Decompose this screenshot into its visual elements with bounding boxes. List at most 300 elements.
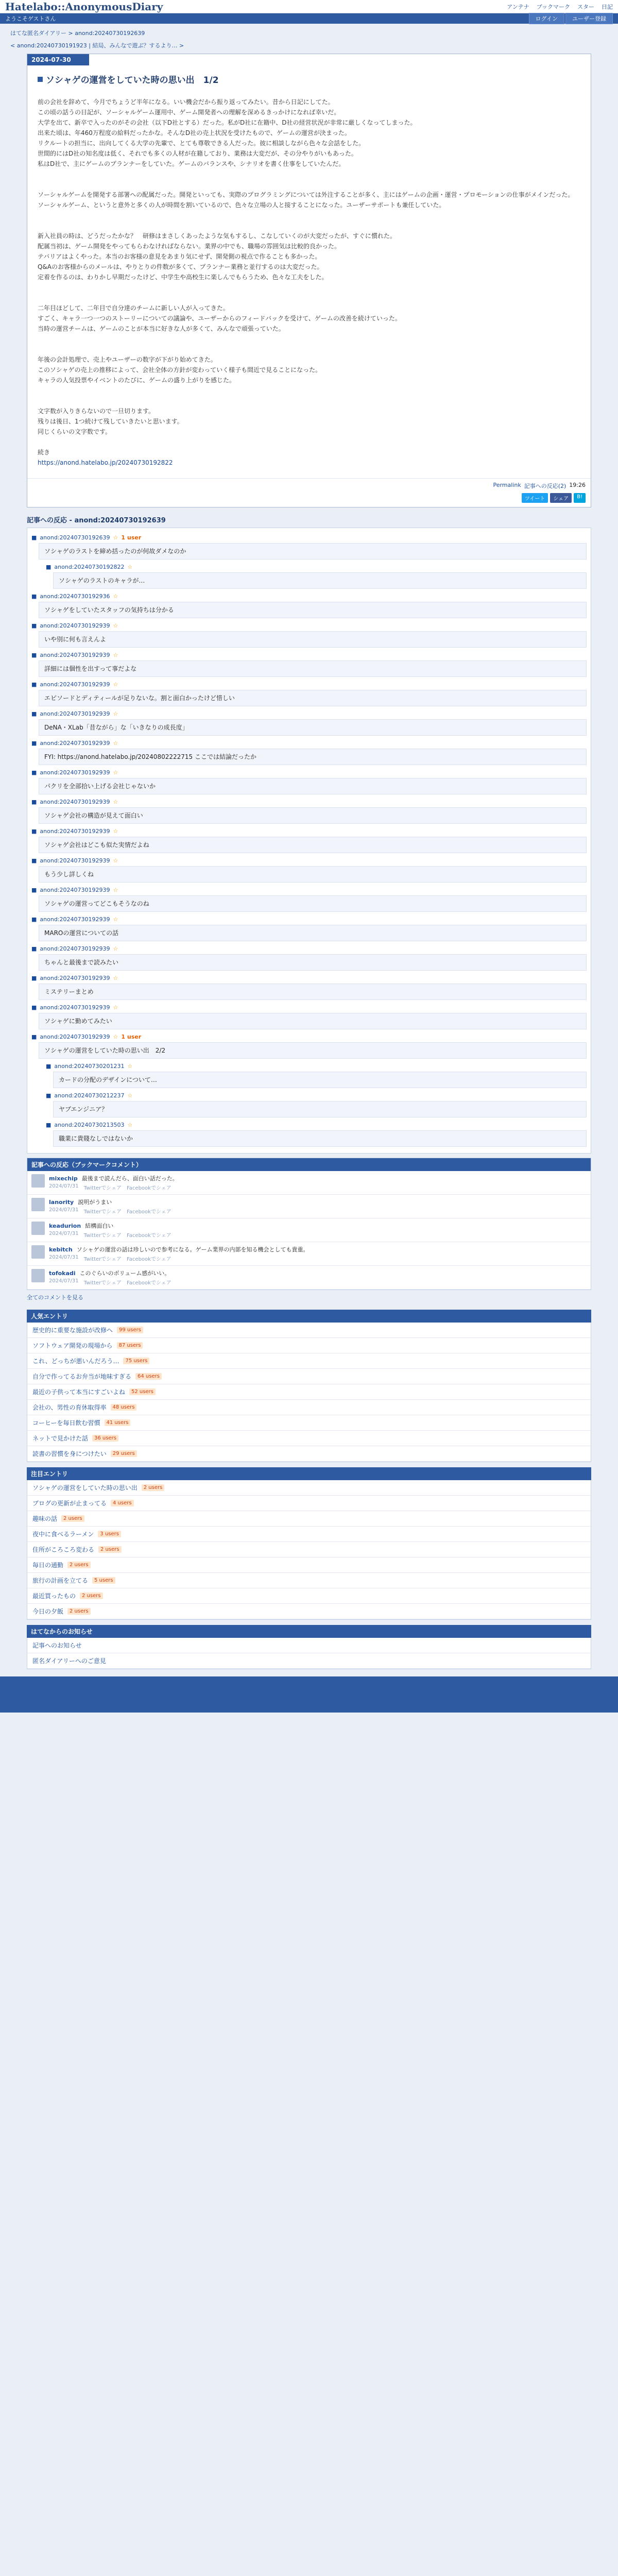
hot-entry-title[interactable]: これ、どっちが悪いんだろう… bbox=[32, 1358, 119, 1365]
response-item bbox=[31, 592, 587, 618]
add-star-icon[interactable]: ☆ bbox=[113, 534, 118, 541]
paragraph-line: 当時の運営チームは、ゲームのことが本当に好きな人が多くて、みんなで頑張っていた。 bbox=[38, 325, 285, 332]
paragraph-line: 出来た頃は、年460万程度の給料だったかな。そんなD社の売上状況を受けたもので、ゲームの運営が決まった。 bbox=[38, 129, 351, 137]
add-star-icon[interactable]: ☆ bbox=[113, 887, 118, 893]
bookmark-row bbox=[27, 1171, 591, 1195]
nav-antenna[interactable]: アンテナ bbox=[507, 3, 529, 10]
response-item bbox=[31, 856, 587, 883]
paragraph-line: 前の会社を辞めて、今月でちょうど半年になる。いい機会だから振り返ってみたい。昔から日記にしてた。 bbox=[38, 98, 334, 106]
entry-nav bbox=[0, 38, 618, 54]
response-item bbox=[31, 709, 587, 736]
nav-bookmark[interactable]: ブックマーク bbox=[536, 3, 570, 10]
response-body: 職業に貴賤なしではないか bbox=[53, 1130, 587, 1147]
diary-date: 2024-07-30 bbox=[27, 54, 89, 65]
notable-entry-item[interactable] bbox=[27, 1573, 591, 1588]
bookmark-content bbox=[49, 1174, 178, 1191]
response-body: ソシャゲ会社はどこも似た実情だよね bbox=[39, 837, 587, 853]
add-star-icon[interactable]: ☆ bbox=[113, 828, 118, 835]
notable-entry-item[interactable] bbox=[27, 1496, 591, 1511]
response-meta bbox=[46, 1091, 587, 1100]
main-column bbox=[27, 54, 591, 1669]
response-item bbox=[31, 1003, 587, 1029]
welcome-text: ようこそゲストさん bbox=[5, 15, 56, 22]
bookmark-row bbox=[27, 1218, 591, 1242]
bookmark-share-link[interactable]: Facebookでシェア bbox=[126, 1257, 171, 1262]
response-bullet-icon: ■ bbox=[46, 1122, 52, 1128]
bookmark-date: 2024/07/31 bbox=[49, 1231, 79, 1236]
notable-entry-title[interactable]: 最近買ったもの bbox=[32, 1592, 76, 1600]
response-body: ソシャゲの運営ってどこもそうなのね bbox=[39, 895, 587, 912]
response-link[interactable]: anond:20240730192939 bbox=[40, 828, 110, 835]
nav-star[interactable]: スター bbox=[577, 3, 594, 10]
response-item bbox=[31, 886, 587, 912]
diary-paragraph bbox=[38, 303, 580, 334]
share-buttons bbox=[27, 493, 591, 507]
bookmark-date: 2024/07/31 bbox=[49, 1255, 79, 1260]
users-count-badge[interactable]: 2 users bbox=[80, 1592, 103, 1599]
response-item bbox=[31, 798, 587, 824]
signoff-line: 同じくらいの文字数です。 bbox=[38, 428, 112, 435]
hot-entry-item[interactable] bbox=[27, 1400, 591, 1415]
response-link[interactable]: anond:20240730212237 bbox=[54, 1092, 125, 1099]
response-link[interactable]: anond:20240730192936 bbox=[40, 593, 110, 600]
response-meta bbox=[31, 651, 587, 659]
bookmark-share-link[interactable]: Twitterでシェア bbox=[83, 1233, 122, 1239]
response-body: ソシャゲをしていたスタッフの気持ちは分かる bbox=[39, 602, 587, 618]
paragraph-line: ソーシャルゲームを開発する部署への配属だった。開発といっても、実際のプログラミングについては外注することが多く、主にはゲームの企画・運営・プロモーションの仕事がメインだった。 bbox=[38, 191, 574, 198]
bookmark-share-link[interactable]: Twitterでシェア bbox=[83, 1185, 122, 1191]
notable-entry-item[interactable] bbox=[27, 1511, 591, 1527]
bookmark-share-link[interactable]: Facebookでシェア bbox=[126, 1185, 171, 1191]
responses-tree bbox=[27, 528, 591, 1154]
response-bullet-icon: ■ bbox=[31, 799, 37, 805]
response-meta bbox=[31, 915, 587, 924]
response-body: エピソードとディティールが足りないな。割と面白かったけど惜しい bbox=[39, 690, 587, 706]
response-bullet-icon: ■ bbox=[31, 740, 37, 747]
users-count-badge[interactable]: 3 users bbox=[98, 1531, 121, 1537]
bookmark-content bbox=[49, 1269, 171, 1286]
response-item bbox=[46, 563, 587, 589]
notable-entry-item[interactable] bbox=[27, 1588, 591, 1604]
response-body: 詳細には個性を出すって事だよな bbox=[39, 660, 587, 677]
responses-link[interactable]: 記事への反応(2) bbox=[524, 483, 566, 489]
response-link[interactable]: anond:20240730192939 bbox=[40, 945, 110, 952]
users-count-badge[interactable]: 99 users bbox=[117, 1327, 143, 1333]
bookmark-comment: 説明がうまい bbox=[78, 1199, 112, 1206]
paragraph-line: 定着を作るのは、わりかし早期だったけど、中学生や高校生に楽しんでもらうため、色々な工夫をした。 bbox=[38, 274, 328, 281]
response-meta bbox=[46, 563, 587, 571]
hot-entry-title[interactable]: 歴史的に重要な施設が改修へ bbox=[32, 1327, 113, 1334]
paragraph-line: 配属当初は、ゲーム開発をやってもらわなければならない。業界の中でも、職場の雰囲気は比較的良かった。 bbox=[38, 243, 341, 250]
notable-entry-item[interactable] bbox=[27, 1542, 591, 1557]
bookmark-date: 2024/07/31 bbox=[49, 1278, 79, 1284]
hot-entry-title[interactable]: ソフトウェア開発の現場から bbox=[32, 1342, 113, 1349]
paragraph-line: 私はD社で、主にゲームのプランナーをしていた。ゲームのバランスや、シナリオを書く仕事をしていたんだ。 bbox=[38, 160, 345, 167]
response-meta bbox=[31, 856, 587, 865]
response-bullet-icon: ■ bbox=[31, 916, 37, 923]
bookmark-line bbox=[49, 1174, 178, 1182]
response-bullet-icon: ■ bbox=[31, 769, 37, 776]
title-bullet-icon bbox=[38, 77, 43, 82]
response-bullet-icon: ■ bbox=[31, 534, 37, 541]
user-avatar[interactable] bbox=[31, 1269, 45, 1282]
add-star-icon[interactable]: ☆ bbox=[113, 1004, 118, 1011]
page-footer bbox=[0, 1676, 618, 1713]
response-link[interactable]: anond:20240730192939 bbox=[40, 769, 110, 776]
paragraph-line: 世間的にはD社の知名度は低く、それでも多くの人材が在籍しており、業務は大変だが、その分やりがいもあった。 bbox=[38, 150, 357, 157]
hot-entry-item[interactable] bbox=[27, 1353, 591, 1369]
add-star-icon[interactable]: ☆ bbox=[113, 857, 118, 864]
bookmark-content bbox=[49, 1245, 309, 1262]
response-bullet-icon: ■ bbox=[31, 1033, 37, 1040]
response-link[interactable]: anond:20240730192939 bbox=[40, 975, 110, 981]
add-star-icon[interactable]: ☆ bbox=[113, 681, 118, 688]
about-link[interactable]: 匿名ダイアリーへのご意見 bbox=[32, 1657, 106, 1665]
response-meta bbox=[31, 709, 587, 718]
bookmark-share-link[interactable]: Twitterでシェア bbox=[83, 1280, 122, 1286]
paragraph-line: Q&Aのお客様からのメールは、やりとりの件数が多くて、プランナー業務と並行するのは大変だった。 bbox=[38, 263, 323, 270]
hot-entry-item[interactable] bbox=[27, 1446, 591, 1462]
bookmark-content bbox=[49, 1198, 171, 1215]
paragraph-line: 大学を出て、新卒で入ったのがその会社（以下D社とする）だった。私がD社に在籍中、D社の経営状況が非常に厳しくなってしまった。 bbox=[38, 119, 417, 126]
breadcrumb bbox=[0, 24, 618, 38]
bookmark-meta bbox=[49, 1278, 171, 1286]
response-body: いや別に何も言えんよ bbox=[39, 631, 587, 648]
response-body: パクリを全部拾い上げる会社じゃないか bbox=[39, 778, 587, 794]
response-meta bbox=[31, 827, 587, 836]
user-avatar[interactable] bbox=[31, 1198, 45, 1211]
response-item bbox=[31, 1032, 587, 1059]
notable-entry-title[interactable]: 住所がころころ変わる bbox=[32, 1546, 95, 1553]
diary-footer bbox=[27, 478, 591, 493]
response-item bbox=[31, 827, 587, 853]
register-button[interactable]: ユーザー登録 bbox=[565, 13, 613, 24]
notable-entry-title[interactable]: 毎日の通勤 bbox=[32, 1562, 64, 1569]
paragraph-line: キャラの人気投票やイベントのたびに、ゲームの盛り上がりを感じた。 bbox=[38, 377, 236, 384]
response-bullet-icon: ■ bbox=[31, 652, 37, 658]
paragraph-line: ソーシャルゲーム、というと意外と多くの人が時間を割いているので、色々な立場の人と接することになった。ユーザーサポートも兼任していた。 bbox=[38, 201, 445, 209]
response-meta bbox=[31, 886, 587, 894]
notable-entry-item[interactable] bbox=[27, 1557, 591, 1573]
notable-entry-title[interactable]: 旅行の計画を立てる bbox=[32, 1577, 89, 1584]
hot-entry-item[interactable] bbox=[27, 1384, 591, 1400]
response-link[interactable]: anond:20240730192939 bbox=[40, 622, 110, 629]
hot-entries-list bbox=[27, 1323, 591, 1462]
about-item[interactable] bbox=[27, 1638, 591, 1653]
response-body: ソシャゲのラストのキャラが… bbox=[53, 572, 587, 589]
response-meta bbox=[31, 798, 587, 806]
users-count-badge[interactable]: 52 users bbox=[129, 1388, 156, 1395]
hot-entry-item[interactable] bbox=[27, 1415, 591, 1431]
users-count-badge[interactable]: 29 users bbox=[111, 1450, 137, 1457]
bookmark-row bbox=[27, 1266, 591, 1290]
add-star-icon[interactable]: ☆ bbox=[127, 1063, 133, 1070]
response-body: DeNA・XLab「昔ながら」な「いきなりの成長度」 bbox=[39, 719, 587, 736]
sub-bar bbox=[0, 13, 618, 24]
response-body: カードの分配のデザインについて… bbox=[53, 1072, 587, 1088]
response-bullet-icon: ■ bbox=[46, 564, 52, 570]
notable-entry-item[interactable] bbox=[27, 1604, 591, 1619]
bookmark-comments bbox=[27, 1158, 591, 1290]
response-bullet-icon: ■ bbox=[46, 1092, 52, 1099]
bookmark-share-link[interactable]: Twitterでシェア bbox=[83, 1257, 122, 1262]
response-body: ソシャゲのラストを締め括ったのが何故ダメなのか bbox=[39, 543, 587, 560]
paragraph-line: すごく、キャラ一つ一つのストーリーについての議論や、ユーザーからのフィードバックを受けて、ゲームの改善を続けていった。 bbox=[38, 315, 401, 322]
add-star-icon[interactable]: ☆ bbox=[113, 975, 118, 981]
bookmark-user[interactable]: lanority bbox=[49, 1199, 74, 1206]
response-body: FYI: https://anond.hatelabo.jp/20240802222715 ここでは結論だったか bbox=[39, 749, 587, 765]
permalink[interactable]: Permalink bbox=[493, 482, 521, 488]
response-meta bbox=[31, 974, 587, 982]
response-meta bbox=[31, 944, 587, 953]
bookmark-user[interactable]: keadurion bbox=[49, 1223, 81, 1229]
hot-entry-item[interactable] bbox=[27, 1323, 591, 1338]
response-meta bbox=[31, 768, 587, 777]
users-count-badge[interactable]: 5 users bbox=[92, 1577, 115, 1584]
hot-entry-item[interactable] bbox=[27, 1369, 591, 1384]
notable-entry-title[interactable]: 今日の夕飯 bbox=[32, 1608, 64, 1615]
response-link[interactable]: anond:20240730201231 bbox=[54, 1063, 125, 1070]
bookmark-row bbox=[27, 1242, 591, 1266]
hot-entry-item[interactable] bbox=[27, 1431, 591, 1446]
users-count-badge[interactable]: 87 users bbox=[117, 1342, 143, 1349]
tweet-button[interactable]: ツイート bbox=[522, 493, 548, 503]
users-count-badge[interactable]: 48 users bbox=[111, 1404, 137, 1411]
hot-entries-head: 人気エントリ bbox=[27, 1310, 591, 1323]
response-bullet-icon: ■ bbox=[31, 593, 37, 600]
response-link[interactable]: anond:20240730192939 bbox=[40, 710, 110, 717]
response-meta bbox=[31, 533, 587, 542]
hot-entry-title[interactable]: コーヒーを毎日飲む習慣 bbox=[32, 1419, 100, 1427]
add-star-icon[interactable]: ☆ bbox=[113, 622, 118, 629]
response-body: ちゃんと最後まで読みたい bbox=[39, 954, 587, 971]
notable-entry-title[interactable]: 趣味の話 bbox=[32, 1515, 58, 1522]
response-link[interactable]: anond:20240730192939 bbox=[40, 681, 110, 688]
users-count-badge[interactable]: 2 users bbox=[67, 1608, 91, 1615]
response-meta bbox=[31, 592, 587, 601]
response-bullet-icon: ■ bbox=[31, 681, 37, 688]
hot-entry-title[interactable]: 読書の習慣を身につけたい bbox=[32, 1450, 107, 1458]
users-count-badge[interactable]: 2 users bbox=[61, 1515, 84, 1522]
notable-entry-title[interactable]: ソシャゲの運営をしていた時の思い出 bbox=[32, 1484, 138, 1492]
response-meta bbox=[31, 680, 587, 689]
add-star-icon[interactable]: ☆ bbox=[113, 945, 118, 952]
users-count-badge[interactable]: 2 users bbox=[98, 1546, 122, 1553]
bookmark-user[interactable]: mixechip bbox=[49, 1175, 78, 1182]
about-head: はてなからのお知らせ bbox=[27, 1625, 591, 1638]
notable-entries-list bbox=[27, 1480, 591, 1620]
paragraph-line: テバリアはよくやった。本当のお客様の意見をあまり気にせず、開発側の視点で作ることも多かった。 bbox=[38, 253, 321, 260]
bookmark-count[interactable]: 1 user bbox=[121, 1033, 142, 1040]
response-link[interactable]: anond:20240730192939 bbox=[40, 1033, 110, 1040]
user-avatar[interactable] bbox=[31, 1245, 45, 1259]
response-body: ミステリーまとめ bbox=[39, 984, 587, 1000]
bookmark-date: 2024/07/31 bbox=[49, 1183, 79, 1189]
hot-entry-title[interactable]: ネットで見かけた話 bbox=[32, 1435, 89, 1442]
response-bullet-icon: ■ bbox=[46, 1063, 52, 1070]
bookmark-line bbox=[49, 1222, 171, 1230]
add-star-icon[interactable]: ☆ bbox=[113, 769, 118, 776]
response-meta bbox=[31, 1003, 587, 1012]
hot-entry-title[interactable]: 自分で作ってるお弁当が地味すぎる bbox=[32, 1373, 132, 1380]
diary-title bbox=[38, 73, 580, 86]
add-star-icon[interactable]: ☆ bbox=[113, 916, 118, 923]
breadcrumb-link[interactable]: はてな匿名ダイアリー > anond:20240730192639 bbox=[10, 30, 145, 37]
bookmark-content bbox=[49, 1222, 171, 1239]
response-link[interactable]: anond:20240730192939 bbox=[40, 740, 110, 747]
users-count-badge[interactable]: 75 users bbox=[123, 1358, 149, 1364]
add-star-icon[interactable]: ☆ bbox=[113, 710, 118, 717]
hot-entry-title[interactable]: 会社の、男性の育休取得率 bbox=[32, 1404, 107, 1411]
bookmark-date: 2024/07/31 bbox=[49, 1207, 79, 1213]
add-star-icon[interactable]: ☆ bbox=[113, 799, 118, 805]
users-count-badge[interactable]: 36 users bbox=[92, 1435, 118, 1442]
response-link[interactable]: anond:20240730192939 bbox=[40, 857, 110, 864]
bookmark-share-link[interactable]: Facebookでシェア bbox=[126, 1209, 171, 1215]
paragraph-line: 二年目ほどして、二年目で自分達のチームに新しい人が入ってきた。 bbox=[38, 304, 229, 312]
bookmark-count[interactable]: 1 user bbox=[121, 534, 142, 541]
response-body: ソシャゲ会社の構造が見えて面白い bbox=[39, 807, 587, 824]
bookmark-comments-head: 記事への反応（ブックマークコメント） bbox=[27, 1158, 591, 1171]
bookmark-line bbox=[49, 1269, 171, 1277]
about-item[interactable] bbox=[27, 1653, 591, 1669]
paragraph-line: 新入社員の時は、どうだったかな？ 研修はまさしくあったような気もするし、こなしていくのが大変だったが、すぐに慣れた。 bbox=[38, 232, 396, 240]
response-item bbox=[31, 974, 587, 1000]
response-link[interactable]: anond:20240730192939 bbox=[40, 652, 110, 658]
response-item bbox=[31, 768, 587, 794]
response-bullet-icon: ■ bbox=[31, 887, 37, 893]
response-meta bbox=[31, 621, 587, 630]
see-all-comments-link[interactable]: 全てのコメントを見る bbox=[27, 1294, 83, 1301]
notable-entry-item[interactable] bbox=[27, 1480, 591, 1496]
response-item bbox=[31, 533, 587, 560]
continue-label: 続き bbox=[38, 449, 50, 456]
response-item bbox=[31, 680, 587, 706]
diary-paragraph bbox=[38, 231, 580, 282]
add-star-icon[interactable]: ☆ bbox=[127, 564, 133, 570]
response-link[interactable]: anond:20240730192939 bbox=[40, 799, 110, 805]
about-link[interactable]: 記事へのお知らせ bbox=[32, 1642, 82, 1649]
add-star-icon[interactable]: ☆ bbox=[113, 1033, 118, 1040]
notable-entries-head: 注目エントリ bbox=[27, 1467, 591, 1480]
continue-link[interactable]: https://anond.hatelabo.jp/20240730192822 bbox=[38, 459, 173, 466]
about-list bbox=[27, 1638, 591, 1669]
login-button[interactable]: ログイン bbox=[529, 13, 564, 24]
paragraph-line: この頃の話うの日記が、ソーシャルゲーム運用中、ゲーム開発者への理解を深めるきっかけになれば幸いだ。 bbox=[38, 109, 340, 116]
bookmark-row bbox=[27, 1195, 591, 1218]
users-count-badge[interactable]: 2 users bbox=[142, 1484, 165, 1491]
bookmark-share-link[interactable]: Facebookでシェア bbox=[126, 1233, 171, 1239]
bookmark-share-link[interactable]: Twitterでシェア bbox=[83, 1209, 122, 1215]
response-bullet-icon: ■ bbox=[31, 945, 37, 952]
notable-entry-title[interactable]: ブログの更新が止まってる bbox=[32, 1500, 107, 1507]
bookmark-meta bbox=[49, 1183, 178, 1191]
add-star-icon[interactable]: ☆ bbox=[113, 740, 118, 747]
response-link[interactable]: anond:20240730192822 bbox=[54, 564, 125, 570]
paragraph-line: リクルートの担当に、出向してくる大学の先輩で、とても尊敬できる人だった。彼に相談しながら色々な会話をした。 bbox=[38, 140, 365, 147]
users-count-badge[interactable]: 41 users bbox=[105, 1419, 131, 1426]
notable-entry-title[interactable]: 夜中に食べるラーメン bbox=[32, 1531, 94, 1538]
diary-entry bbox=[27, 54, 591, 507]
response-bullet-icon: ■ bbox=[31, 828, 37, 835]
entry-nav-link[interactable]: < anond:20240730191923 | 結局、みんなで遊ぶ？するより… > bbox=[10, 42, 184, 49]
diary-title-text[interactable]: ソシャゲの運営をしていた時の思い出 1/2 bbox=[46, 75, 219, 86]
diary-paragraph bbox=[38, 190, 580, 210]
bookmark-meta bbox=[49, 1231, 171, 1239]
user-avatar[interactable] bbox=[31, 1222, 45, 1235]
nav-diary[interactable]: 日記 bbox=[602, 3, 613, 10]
response-item bbox=[46, 1062, 587, 1088]
facebook-share-button[interactable]: シェア bbox=[550, 493, 572, 503]
add-star-icon[interactable]: ☆ bbox=[127, 1092, 133, 1099]
response-item bbox=[31, 915, 587, 941]
response-item bbox=[46, 1121, 587, 1147]
top-nav bbox=[507, 3, 613, 11]
response-link[interactable]: anond:20240730192939 bbox=[40, 1004, 110, 1011]
response-bullet-icon: ■ bbox=[31, 710, 37, 717]
response-item bbox=[31, 621, 587, 648]
bookmark-line bbox=[49, 1198, 171, 1206]
bookmark-user[interactable]: tofokadi bbox=[49, 1270, 76, 1277]
hot-entry-item[interactable] bbox=[27, 1338, 591, 1353]
response-item bbox=[31, 739, 587, 765]
notable-entry-item[interactable] bbox=[27, 1527, 591, 1542]
response-item bbox=[46, 1091, 587, 1117]
bookmark-user[interactable]: kebitch bbox=[49, 1246, 73, 1253]
response-meta bbox=[46, 1062, 587, 1071]
diary-signoff bbox=[38, 406, 580, 468]
add-star-icon[interactable]: ☆ bbox=[127, 1122, 133, 1128]
response-meta bbox=[31, 739, 587, 748]
add-star-icon[interactable]: ☆ bbox=[113, 593, 118, 600]
bookmark-comment: このぐらいのボリューム感がいい。 bbox=[79, 1270, 170, 1277]
bookmark-comment: 最後まで読んだら、面白い話だった。 bbox=[81, 1175, 178, 1182]
bookmark-meta bbox=[49, 1207, 171, 1215]
bookmark-meta bbox=[49, 1255, 309, 1262]
users-count-badge[interactable]: 4 users bbox=[111, 1500, 134, 1506]
user-avatar[interactable] bbox=[31, 1174, 45, 1188]
users-count-badge[interactable]: 2 users bbox=[67, 1562, 91, 1568]
paragraph-line: このソシャゲの売上の推移によって、会社全体の方針が変わっていく様子も間近で見ることになった。 bbox=[38, 366, 322, 374]
response-body: ソシャゲに勤めてみたい bbox=[39, 1013, 587, 1029]
response-bullet-icon: ■ bbox=[31, 857, 37, 864]
response-link[interactable]: anond:20240730192939 bbox=[40, 916, 110, 923]
add-star-icon[interactable]: ☆ bbox=[113, 652, 118, 658]
response-body: もう少し詳しくね bbox=[39, 866, 587, 883]
hot-entry-title[interactable]: 最近の子供って本当にすごいよね bbox=[32, 1388, 126, 1396]
bookmark-share-link[interactable]: Facebookでシェア bbox=[126, 1280, 171, 1286]
response-link[interactable]: anond:20240730213503 bbox=[54, 1122, 125, 1128]
hatena-bookmark-button[interactable]: B! bbox=[574, 493, 586, 503]
response-meta bbox=[31, 1032, 587, 1041]
response-link[interactable]: anond:20240730192639 bbox=[40, 534, 110, 541]
paragraph-line: 年後の会計処理で、売上やユーザーの数字が下がり始めてきた。 bbox=[38, 356, 217, 363]
response-bullet-icon: ■ bbox=[31, 622, 37, 629]
bookmark-comment: 結構面白い bbox=[85, 1223, 114, 1229]
response-bullet-icon: ■ bbox=[31, 975, 37, 981]
bookmark-line bbox=[49, 1245, 309, 1253]
response-link[interactable]: anond:20240730192939 bbox=[40, 887, 110, 893]
response-body: MAROの運営についての話 bbox=[39, 925, 587, 941]
users-count-badge[interactable]: 64 users bbox=[135, 1373, 162, 1380]
post-time: 19:26 bbox=[569, 482, 586, 488]
response-bullet-icon: ■ bbox=[31, 1004, 37, 1011]
diary-paragraph bbox=[38, 97, 580, 169]
site-logo[interactable]: Hatelabo::AnonymousDiary bbox=[5, 0, 163, 13]
top-bar bbox=[0, 0, 618, 13]
signoff-line: 文字数が入りきらないので一旦切ります。 bbox=[38, 408, 155, 415]
response-meta bbox=[46, 1121, 587, 1129]
